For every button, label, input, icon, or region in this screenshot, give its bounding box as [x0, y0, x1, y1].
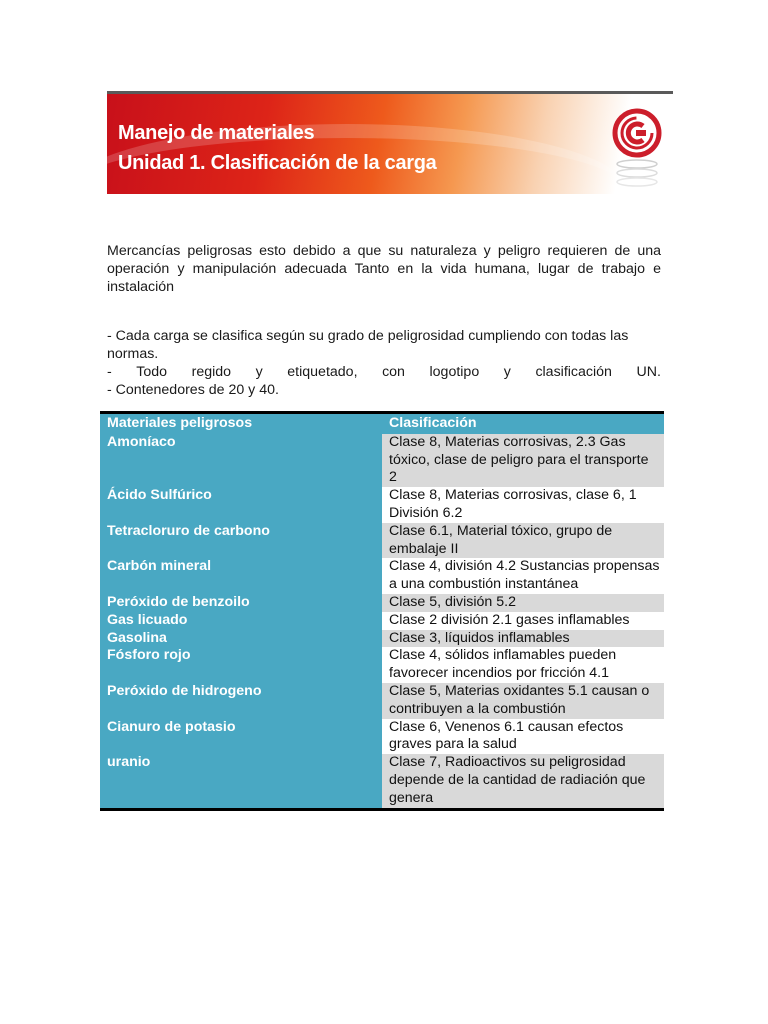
note-line-2-word: y: [503, 364, 511, 380]
table-row: [100, 719, 664, 755]
material-name-cell: Carbón mineral: [100, 558, 382, 594]
table-row: [100, 594, 664, 612]
material-name-cell: Fósforo rojo: [100, 647, 382, 683]
hazardous-materials-table: [100, 411, 664, 811]
table-row: [100, 487, 664, 523]
classification-cell: Clase 8, Materias corrosivas, clase 6, 1 División 6.2: [382, 487, 664, 523]
table-row: [100, 558, 664, 594]
notes-list: [107, 327, 661, 399]
note-line-2-word: etiquetado,: [287, 364, 358, 380]
table-row: [100, 683, 664, 719]
note-line-2-word: Todo: [136, 364, 168, 380]
classification-cell: Clase 8, Materias corrosivas, 2.3 Gas tóxico, clase de peligro para el transporte 2: [382, 434, 664, 487]
material-name-cell: Peróxido de benzoilo: [100, 594, 382, 612]
note-line-1-cont: normas.: [107, 346, 159, 362]
table-row: [100, 754, 664, 809]
classification-cell: Clase 6.1, Material tóxico, grupo de embalaje II: [382, 523, 664, 559]
classification-cell: Clase 5, Materias oxidantes 5.1 causan o contribuyen a la combustión: [382, 683, 664, 719]
classification-cell: Clase 6, Venenos 6.1 causan efectos graves para la salud: [382, 719, 664, 755]
material-name-cell: Amoníaco: [100, 434, 382, 487]
header-banner: [107, 91, 673, 194]
note-line-3: - Contenedores de 20 y 40.: [107, 382, 279, 398]
banner-subtitle: Unidad 1. Clasificación de la carga: [118, 152, 437, 174]
note-line-2-word: y: [255, 364, 263, 380]
material-name-cell: Gasolina: [100, 630, 382, 648]
note-line-2-word: UN.: [636, 364, 661, 380]
note-line-2: [107, 363, 661, 381]
classification-cell: Clase 4, división 4.2 Sustancias propensas a una combustión instantánea: [382, 558, 664, 594]
column-header-classification: Clasificación: [382, 413, 664, 434]
note-line-2-word: -: [107, 364, 112, 380]
material-name-cell: Cianuro de potasio: [100, 719, 382, 755]
material-name-cell: uranio: [100, 754, 382, 809]
note-line-1-text: - Cada carga se clasifica según su grado de peligrosidad cumpliendo con todas las: [107, 328, 629, 344]
table-row: [100, 523, 664, 559]
material-name-cell: Tetracloruro de carbono: [100, 523, 382, 559]
material-name-cell: Gas licuado: [100, 612, 382, 630]
intro-paragraph: Mercancías peligrosas esto debido a que su naturaleza y peligro requieren de una operación y manipulación adecuada Tanto en la vida humana, lugar de trabajo e instalación: [107, 243, 661, 295]
note-line-2-word: regido: [191, 364, 232, 380]
note-line-2-word: logotipo: [429, 364, 480, 380]
classification-cell: Clase 2 división 2.1 gases inflamables: [382, 612, 664, 630]
c-circle-logo-icon: [610, 96, 664, 190]
table-row: [100, 612, 664, 630]
classification-cell: Clase 7, Radioactivos su peligrosidad depende de la cantidad de radiación que genera: [382, 754, 664, 809]
table-body: [100, 434, 664, 809]
table-row: [100, 647, 664, 683]
note-line-1: [107, 327, 661, 345]
material-name-cell: Peróxido de hidrogeno: [100, 683, 382, 719]
column-header-material: Materiales peligrosos: [100, 413, 382, 434]
table-header-row: [100, 413, 664, 434]
note-line-2-word: clasificación: [535, 364, 612, 380]
table-row: [100, 434, 664, 487]
classification-cell: Clase 4, sólidos inflamables pueden favorecer incendios por fricción 4.1: [382, 647, 664, 683]
material-name-cell: Ácido Sulfúrico: [100, 487, 382, 523]
note-line-2-word: con: [382, 364, 405, 380]
classification-cell: Clase 5, división 5.2: [382, 594, 664, 612]
classification-cell: Clase 3, líquidos inflamables: [382, 630, 664, 648]
banner-title: Manejo de materiales: [118, 122, 315, 144]
table-row: [100, 630, 664, 648]
